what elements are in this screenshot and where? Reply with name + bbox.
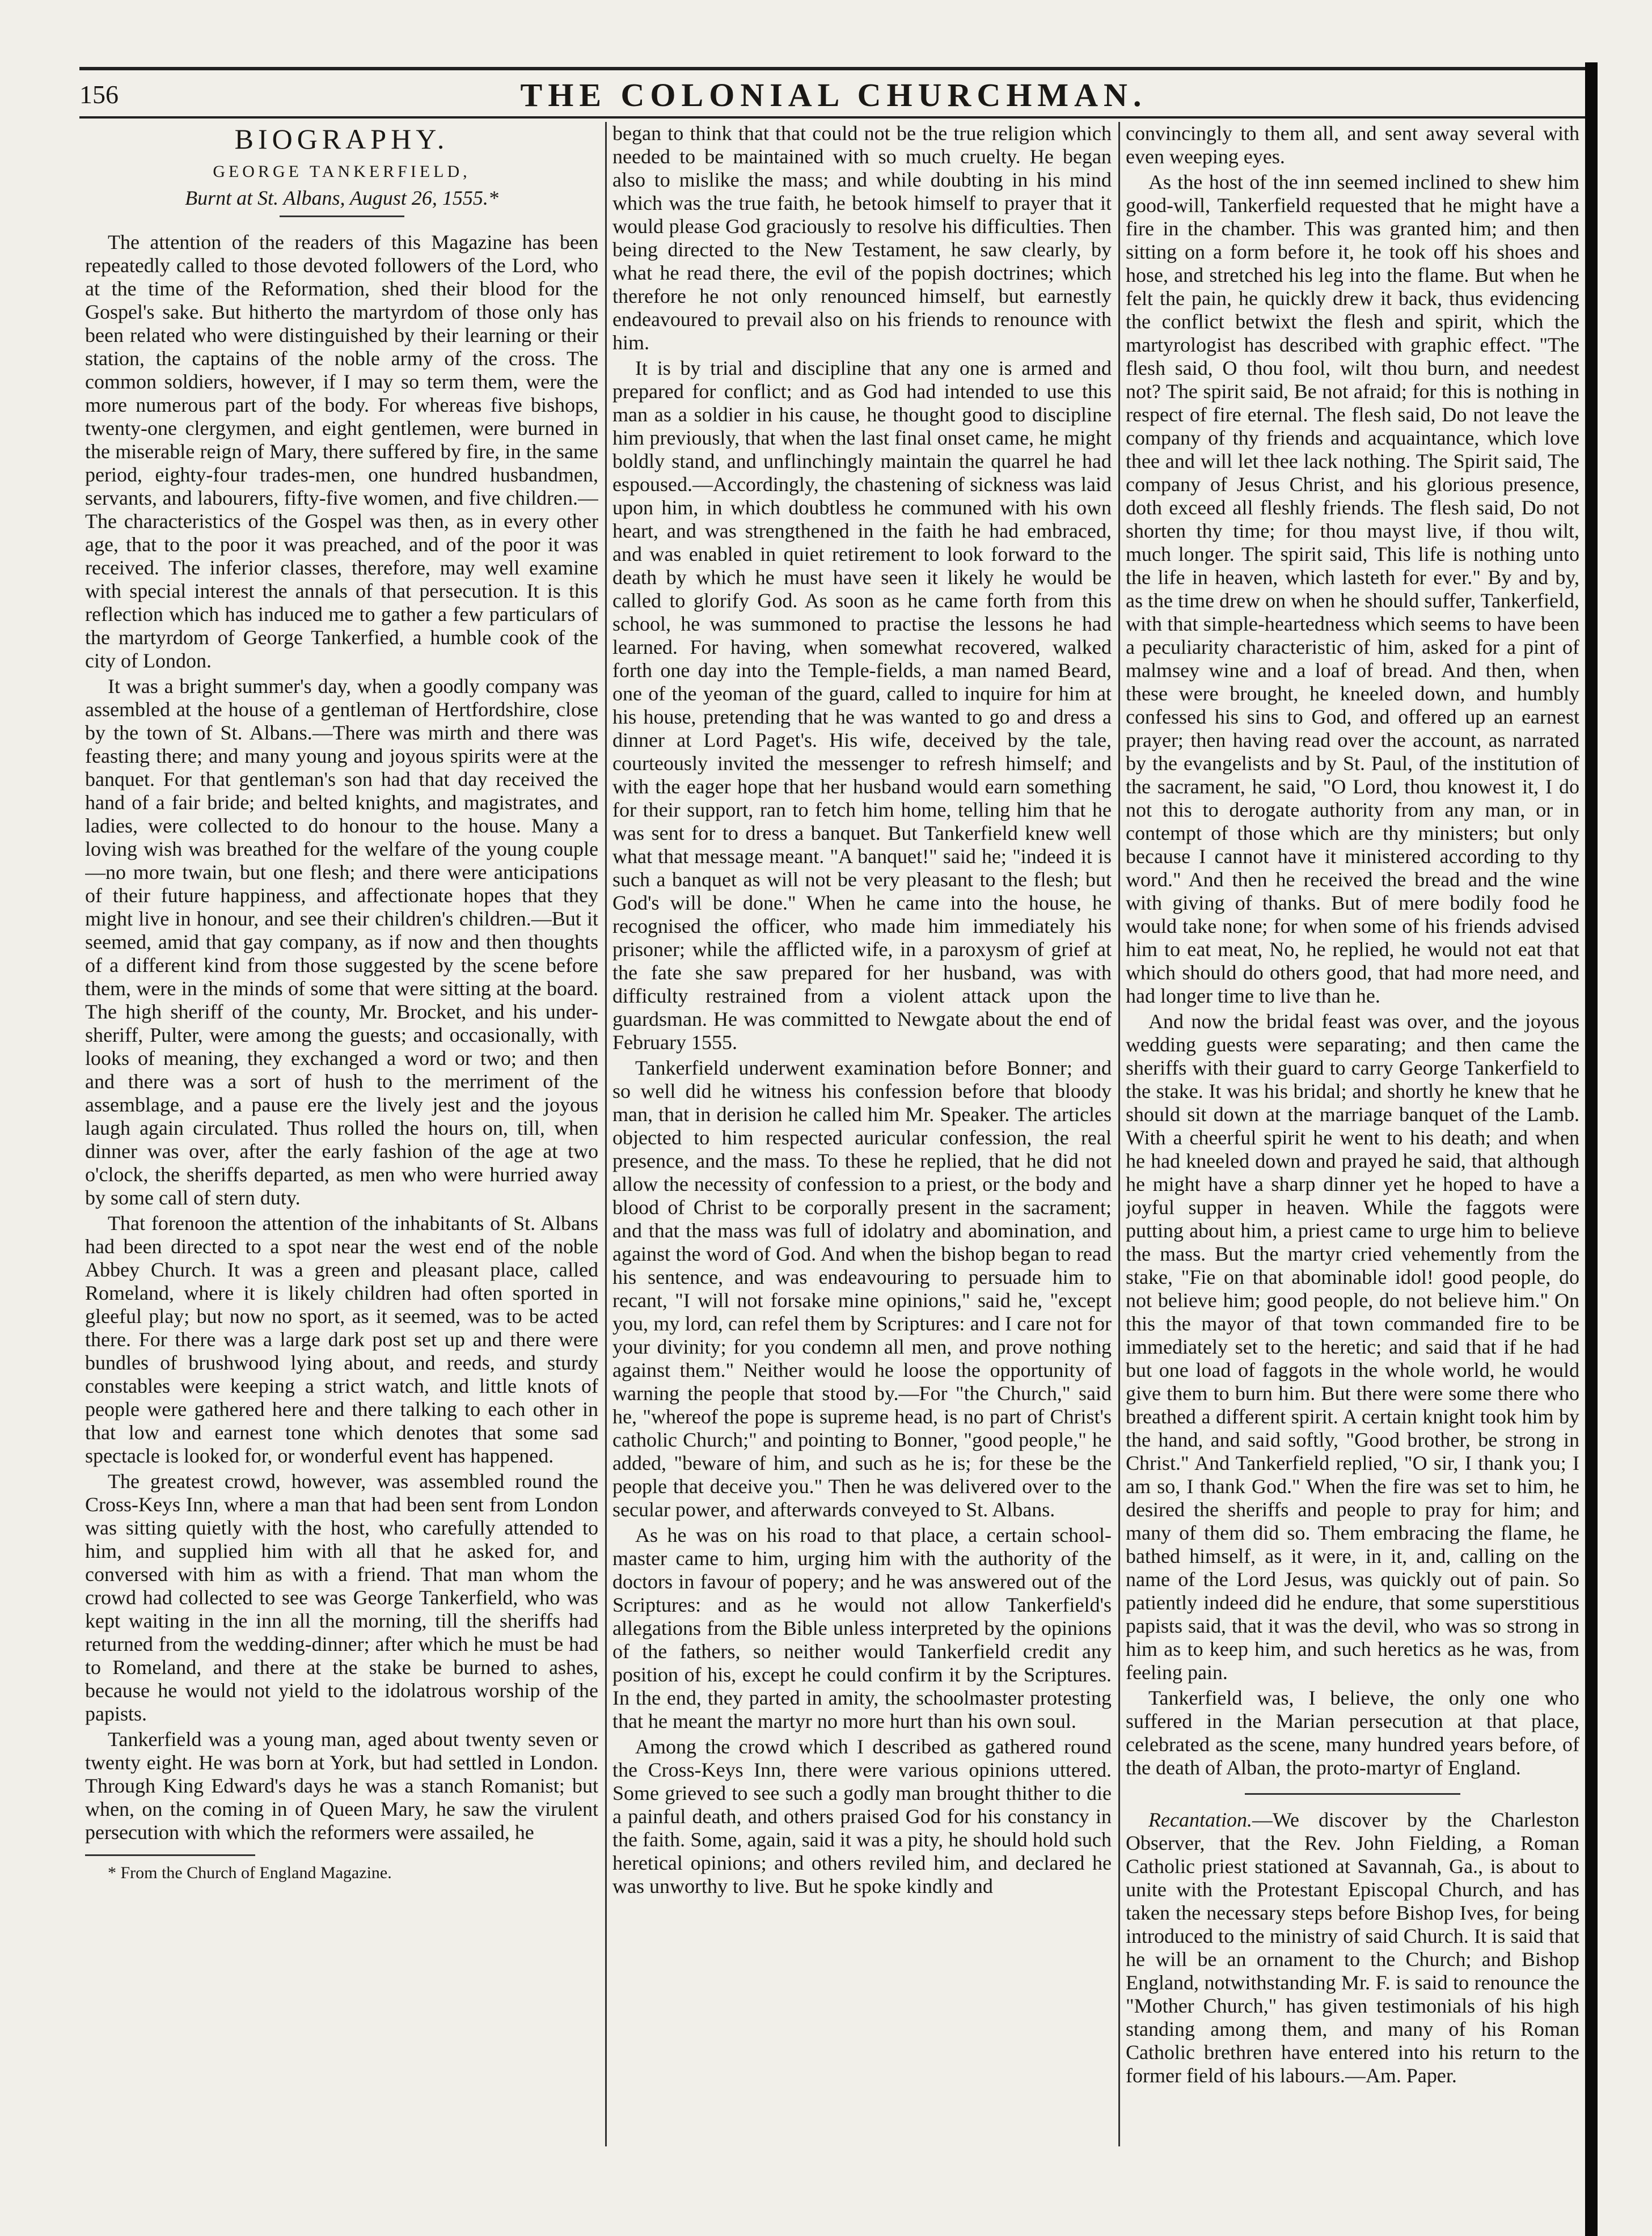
column-1 xyxy=(85,122,598,2146)
section-rule xyxy=(1245,1793,1460,1795)
binding-edge xyxy=(1585,62,1598,2236)
paragraph: The attention of the readers of this Magazine has been repeatedly called to those devoted followers of the Lord, who at the time of the Reformation, shed their blood for the Gospel's sake. But hitherto the martyrdom of those only has been related who were distinguished by their learning or their station, the captains of the noble army of the cross. The common soldiers, however, if I may so term them, were the more numerous part of the body. For whereas five bishops, twenty-one clergymen, and eight gentlemen, were burned in the miserable reign of Mary, there suffered by fire, in the same period, eighty-four trades-men, one hundred husbandmen, servants, and labourers, fifty-five women, and five children.—The characteristics of the Gospel was then, as in every other age, that to the poor it was preached, and of the poor it was received. The inferior classes, therefore, may well examine with special interest the annals of that persecution. It is this reflection which has induced me to gather a few particulars of the martyrdom of George Tankerfied, a humble cook of the city of London. xyxy=(85,231,598,672)
paragraph: began to think that that could not be the true religion which needed to be maintained with so much cruelty. He began also to mislike the mass; and while doubting in his mind which was the true faith, he betook himself to prayer that it would please God graciously to resolve his difficulties. Then being directed to the New Testament, he saw clearly, by what he read there, the evil of the popish doctrines; which therefore he not only renounced himself, but earnestly endeavoured to prevail also on his friends to renounce with him. xyxy=(612,122,1112,354)
paragraph: That forenoon the attention of the inhabitants of St. Albans had been directed to a spot near the west end of the noble Abbey Church. It was a green and pleasant place, called Romeland, where it is likely children had often sported in gleeful play; but now no sport, as it seemed, was to be acted there. For there was a large dark post set up and there were bundles of brushwood lying about, and reeds, and sturdy constables were keeping a strict watch, and little knots of people were gathered here and there talking to each other in that low and earnest tone which denotes that some sad spectacle is looked for, or wonderful event has happened. xyxy=(85,1212,598,1467)
paragraph: Tankerfield was, I believe, the only one who suffered in the Marian persecution at that place, celebrated as the scene, many hundred years before, of the death of Alban, the proto-martyr of England. xyxy=(1126,1686,1579,1779)
paragraph: The greatest crowd, however, was assembled round the Cross-Keys Inn, where a man that had been sent from London was sitting quietly with the host, who carefully attended to him, and supplied him with all that he asked for, and conversed with him as with a friend. That man whom the crowd had collected to see was George Tankerfield, who was kept waiting in the inn all the morning, till the sheriffs had returned from the wedding-dinner; after which he must be had to Romeland, and there at the stake be burned to ashes, because he would not yield to the idolatrous worship of the papists. xyxy=(85,1470,598,1725)
footnote: * From the Church of England Magazine. xyxy=(108,1863,392,1882)
recantation-lead-in: Recantation. xyxy=(1148,1808,1252,1831)
article-subject: GEORGE TANKERFIELD, xyxy=(213,162,471,181)
paragraph: Tankerfield underwent examination before Bonner; and so well did he witness his confession before that bloody man, that in derision he called him Mr. Speaker. The articles objected to him respected auricular confession, the real presence, and the mass. To these he replied, that he did not allow the necessity of confession to a priest, or the body and blood of Christ to be corporally present in the sacrament; and that the mass was full of idolatry and abomination, and against the word of God. And when the bishop began to read his sentence, and was endeavouring to persuade him to recant, "I will not forsake mine opinions," said he, "except you, my lord, can refel them by Scriptures: and I care not for your divinity; for you condemn all men, and prove nothing against them." Neither would he loose the opportunity of warning the people that stood by.—For "the Church," said he, "whereof the pope is supreme head, is no part of Christ's catholic Church;" and pointing to Bonner, "good people," he added, "beware of him, and such as he is; for these be the people that deceive you." Then he was delivered over to the secular power, and afterwards conveyed to St. Albans. xyxy=(612,1056,1112,1521)
paragraph: As he was on his road to that place, a certain school-master came to him, urging him with the authority of the doctors in favour of popery; and he was answered out of the Scriptures: and as he would not allow Tankerfield's allegations from the Bible unless interpreted by the opinions of the fathers, so neither would Tankerfield credit any position of his, except he could confirm it by the Scriptures. In the end, they parted in amity, the schoolmaster protesting that he meant the martyr no more hurt than his own soul. xyxy=(612,1524,1112,1732)
paragraph: It was a bright summer's day, when a goodly company was assembled at the house of a gentleman of Hertfordshire, close by the town of St. Albans.—There was mirth and there was feasting there; and many young and joyous spirits were at the banquet. For that gentleman's son had that day received the hand of a fair bride; and belted knights, and magistrates, and ladies, were collected to do honour to the house. Many a loving wish was breathed for the welfare of the young couple—no more twain, but one flesh; and there were anticipations of their future happiness, and affectionate hopes that they might live in honour, and see their children's children.—But it seemed, amid that gay company, as if now and then thoughts of a different kind from those suggested by the scene before them, were in the minds of some that were sitting at the board. The high sheriff of the county, Mr. Brocket, and his under-sheriff, Pulter, were among the guests; and occasionally, with looks of meaning, they exchanged a word or two; and then and there was a sort of hush to the merriment of the assemblage, and a pause ere the lively jest and the joyous laugh again circulated. Thus rolled the hours on, till, when dinner was over, after the early fashion of the age at two o'clock, the sheriffs departed, as men who were hurried away by some call of stern duty. xyxy=(85,675,598,1209)
section-heading: BIOGRAPHY. xyxy=(234,123,449,155)
paragraph: As the host of the inn seemed inclined to shew him good-will, Tankerfield requested that he might have a fire in the chamber. This was granted him; and then sitting on a form before it, he took off his shoes and hose, and stretched his leg into the flame. But when he felt the pain, he quickly drew it back, thus evidencing the conflict betwixt the flesh and spirit, which the martyrologist has described with graphic effect. "The flesh said, O thou fool, wilt thou burn, and needest not? The spirit said, Be not afraid; for this is nothing in respect of fire eternal. The flesh said, Do not leave the company of thy friends and acquaintance, which love thee and will let thee lack nothing. The Spirit said, The company of Jesus Christ, and his glorious presence, doth exceed all fleshly friends. The flesh said, Do not shorten thy time; for thou mayst live, if thou wilt, much longer. The spirit said, This life is nothing unto the life in heaven, which lasteth for ever." By and by, as the time drew on when he should suffer, Tankerfield, with that simple-heartedness which seems to have been a peculiarity characteristic of him, asked for a pint of malmsey wine and a loaf of bread. And then, when these were brought, he kneeled down, and humbly confessed his sins to God, and offered up an earnest prayer; then having read over the account, as narrated by the evangelists and by St. Paul, of the institution of the sacrament, he said, "O Lord, thou knowest it, I do not this to derogate authority from any man, or in contempt of those which are thy ministers; but only because I cannot have it ministered according to thy word." And then he received the bread and the wine with giving of thanks. But of mere bodily food he would take none; for when some of his friends advised him to eat meat, No, he replied, he would not eat that which should do others good, that had more need, and had longer time to live than he. xyxy=(1126,171,1579,1007)
recantation-notice xyxy=(1126,1808,1579,2087)
paragraph: It is by trial and discipline that any one is armed and prepared for conflict; and as God had intended to use this man as a soldier in his cause, he thought good to discipline him previously, that when the last final onset came, he might boldly stand, and unflinchingly maintain the quarrel he had espoused.—Accordingly, the chastening of sickness was laid upon him, in which doubtless he communed with his own heart, and was strengthened in the faith he had embraced, and was enabled in quiet retirement to look forward to the death by which he must have seen it likely he would be called to glorify God. As soon as he came forth from this school, he was summoned to practise the lessons he had learned. For having, when somewhat recovered, walked forth one day into the Temple-fields, a man named Beard, one of the yeoman of the guard, called to inquire for him at his house, pretending that he was wanted to go and dress a dinner at Lord Paget's. His wife, deceived by the tale, courteously invited the messenger to refresh himself; and with the eager hope that her husband would earn something for their support, ran to fetch him home, telling him that he was sent for to dress a banquet. But Tankerfield knew well what that message meant. "A banquet!" said he; "indeed it is such a banquet as will not be very pleasant to the flesh; but God's will be done." When he came into the house, he recognised the officer, who made him immediately his prisoner; while the afflicted wife, in a paroxysm of grief at the fate she saw prepared for her husband, was with difficulty restrained from a violent attack upon the guardsman. He was committed to Newgate about the end of February 1555. xyxy=(612,357,1112,1054)
column-divider xyxy=(605,122,607,2146)
paragraph: Tankerfield was a young man, aged about twenty seven or twenty eight. He was born at York, but had settled in London. Through King Edward's days he was a stanch Romanist; but when, on the coming in of Queen Mary, he saw the virulent persecution with which the reformers were assailed, he xyxy=(85,1728,598,1844)
top-rule xyxy=(79,67,1588,70)
column-2 xyxy=(612,122,1112,2146)
paragraph: And now the bridal feast was over, and the joyous wedding guests were separating; and then came the sheriffs with their guard to carry George Tankerfield to the stake. It was his bridal; and shortly he knew that he should sit down at the marriage banquet of the Lamb. With a cheerful spirit he went to his death; and when he had kneeled down and prayed he said, that although he might have a sharp dinner yet he hoped to have a joyful supper in heaven. While the faggots were putting about him, a priest came to urge him to believe the mass. But the martyr cried vehemently from the stake, "Fie on that abominable idol! good people, do not believe him; good people, do not believe him." On this the mayor of that town commanded fire to be immediately set to the heretic; and said that if he had but one load of faggots in the whole world, he would give them to burn him. But there were some there who breathed a different spirit. A certain knight took him by the hand, and said softly, "Good brother, be strong in Christ." And Tankerfield replied, "O sir, I thank you; I am so, I thank God." When the fire was set to him, he desired the sheriffs and people to pray for him; and many of them did so. Them embracing the flame, he bathed himself, as it were, in it, and, calling on the name of the Lord Jesus, was quickly out of pain. So patiently indeed did he endure, that some superstitious papists said, that it was the devil, who was so strong in him as to keep him, and such heretics as he was, from feeling pain. xyxy=(1126,1010,1579,1684)
header-rule xyxy=(79,116,1588,119)
running-title: THE COLONIAL CHURCHMAN. xyxy=(520,77,1147,113)
article-dateline: Burnt at St. Albans, August 26, 1555.* xyxy=(185,187,498,209)
paragraph: convincingly to them all, and sent away several with even weeping eyes. xyxy=(1126,122,1579,168)
heading-rule xyxy=(280,215,404,217)
page-header xyxy=(79,74,1588,113)
column-3 xyxy=(1126,122,1579,2146)
page-number: 156 xyxy=(79,80,119,109)
footnote-rule xyxy=(85,1854,255,1856)
column-divider xyxy=(1118,122,1120,2146)
paragraph: Among the crowd which I described as gathered round the Cross-Keys Inn, there were various opinions uttered. Some grieved to see such a godly man brought thither to die a painful death, and others praised God for his constancy in the faith. Some, again, said it was a pity, he should hold such heretical opinions; and others reviled him, and declared he was unworthy to live. But he spoke kindly and xyxy=(612,1735,1112,1897)
recantation-text: —We discover by the Charleston Observer, that the Rev. John Fielding, a Roman Catholic priest stationed at Savannah, Ga., is about to unite with the Protestant Episcopal Church, and has taken the necessary steps before Bishop Ives, for being introduced to the ministry of said Church. It is said that he will be an ornament to the Church; and Bishop England, notwithstanding Mr. F. is said to renounce the "Mother Church," has given testimonials of his high standing among them, and many of his Roman Catholic brethren have entered into his return to the former field of his labours.—Am. Paper. xyxy=(1126,1808,1579,2087)
